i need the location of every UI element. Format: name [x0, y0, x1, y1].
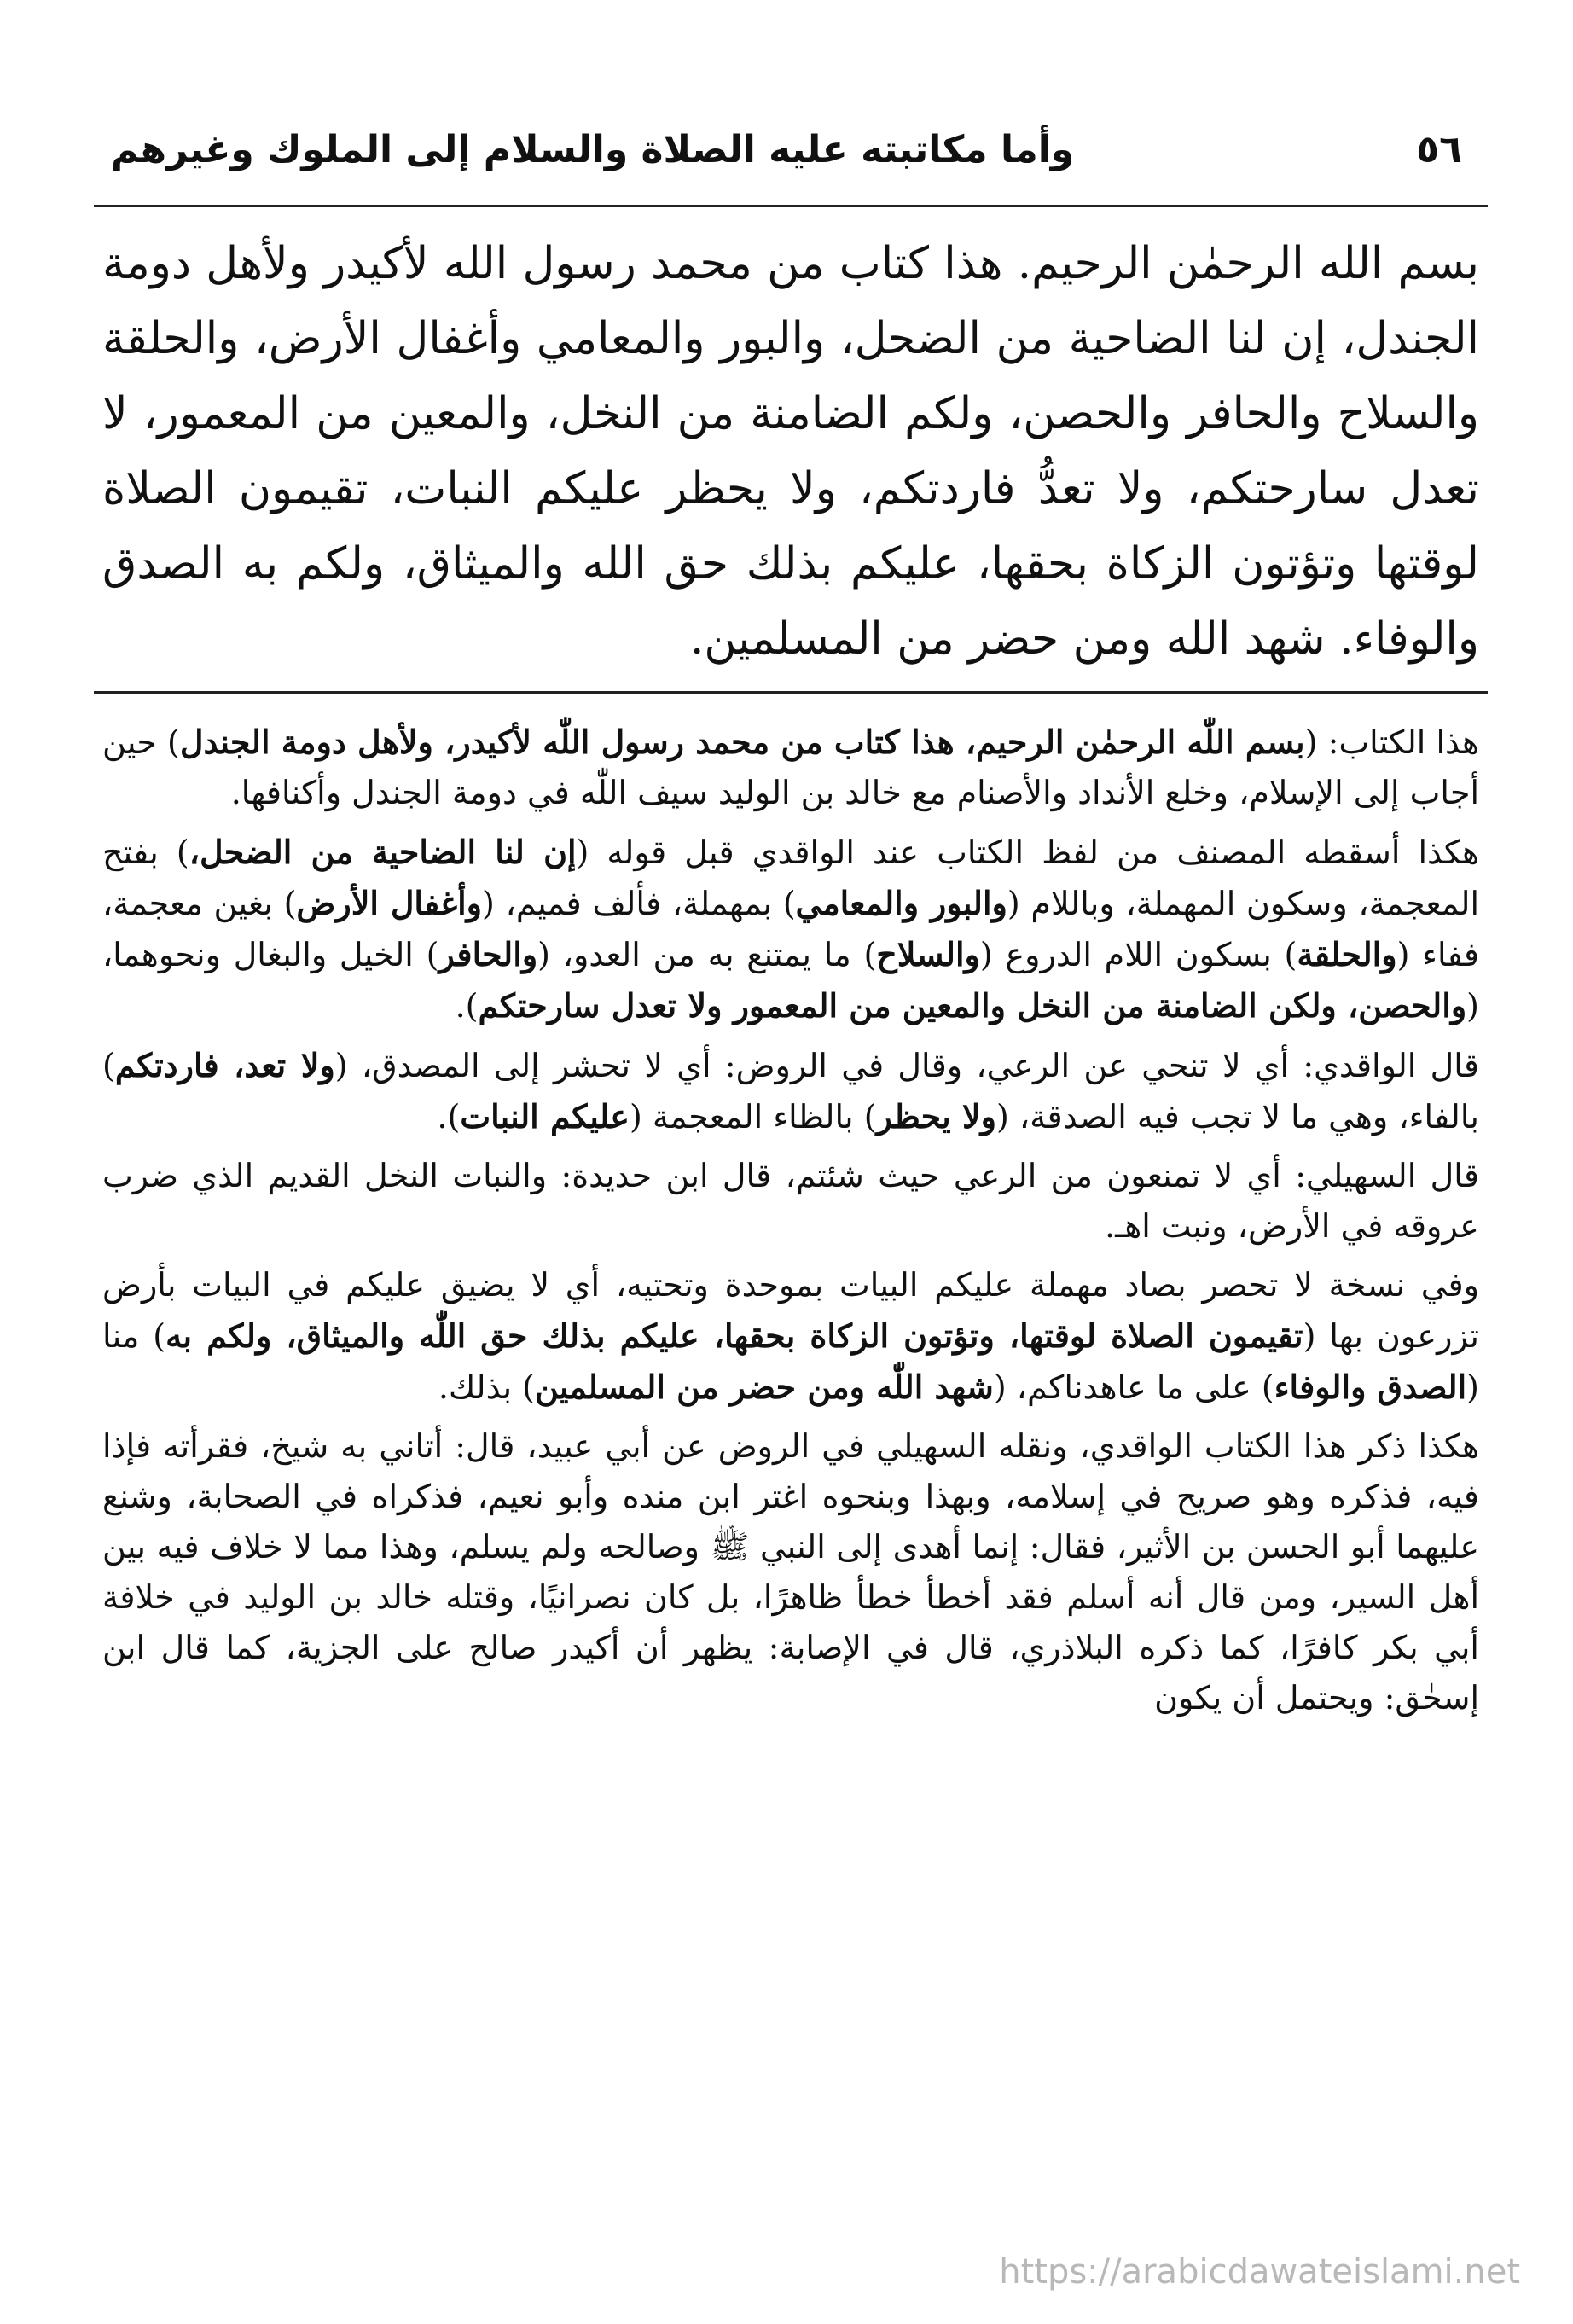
text-run: هكذا أسقطه المصنف من لفظ الكتاب عند الواقدي قبل قوله ( — [576, 834, 1480, 871]
quoted-text: شهد اللّٰه ومن حضر من المسلمين — [535, 1368, 994, 1406]
quoted-text: والحافر — [438, 935, 538, 973]
text-run: ) بسكون اللام الدروع ( — [979, 936, 1297, 973]
text-run: ). — [437, 1098, 461, 1136]
quoted-text: الصدق والوفاء — [1274, 1368, 1467, 1406]
commentary-paragraph-4: قال السهيلي: أي لا تمنعون من الرعي حيث شئتم، قال ابن حديدة: والنبات النخل القديم الذي ضرب عروقه في الأرض، ونبت اهـ. — [102, 1157, 1479, 1245]
text-run: ) حين أجاب إلى الإسلام، وخلع الأنداد والأصنام مع خالد بن الوليد سيف اللّٰه في دومة الجندل وأكنافها. — [102, 723, 1479, 811]
text-run: ) بالظاء المعجمة ( — [629, 1098, 877, 1136]
commentary-paragraph-5 — [102, 1260, 1479, 1413]
text-run: ) الخيل والبغال ونحوهما، ( — [102, 936, 1479, 1025]
quoted-text: ولا يحظر — [876, 1097, 997, 1136]
quoted-text: عليكم النبات — [460, 1097, 630, 1136]
watermark-url: https://arabicdawateislami.net — [999, 2252, 1520, 2292]
text-run: ) منا ( — [102, 1317, 1479, 1406]
letter-text: بسم الله الرحمٰن الرحيم. هذا كتاب من محمد رسول الله لأكيدر ولأهل دومة الجندل، إن لنا الضاحية من الضحل، والبور والمعامي وأغفال الأرض، والحلقة والسلاح والحافر والحصن، ولكم الضامنة من النخل، والمعين من المعمور، لا تعدل سارحتكم، ولا تعدُّ فاردتكم، ولا يحظر عليكم النبات، تقيمون الصلاة لوقتها وتؤتون الزكاة بحقها، عليكم بذلك حق الله والميثاق، ولكم به الصدق والوفاء. شهد الله ومن حضر من المسلمين. — [102, 238, 1479, 665]
document-page — [94, 68, 1488, 2286]
text-run: ) بالفاء، وهي ما لا تجب فيه الصدقة، ( — [102, 1047, 1479, 1136]
header-rule — [94, 205, 1488, 207]
page-header — [94, 102, 1488, 196]
quoted-text: وأغفال الأرض — [296, 884, 483, 922]
commentary-paragraph-6: هكذا ذكر هذا الكتاب الواقدي، ونقله السهيلي في الروض عن أبي عبيد، قال: أتاني به شيخ، فقرأته فإذا فيه، فذكره وهو صريح في إسلامه، وبهذا وبنحوه اغتر ابن منده وأبو نعيم، فذكراه في الصحابة، وشنع عليهما أبو الحسن بن الأثير، فقال: إنما أهدى إلى النبي ﷺ وصالحه ولم يسلم، وهذا مما لا خلاف فيه بين أهل السير، ومن قال أنه أسلم فقد أخطأ خطأ ظاهرًا، بل كان نصرانيًا، وقتله خالد بن الوليد في خلافة أبي بكر كافرًا، كما ذكره البلاذري، قال في الإصابة: يظهر أن أكيدر صالح على الجزية، كما قال ابن إسحٰق: ويحتمل أن يكون — [102, 1427, 1480, 1717]
commentary-paragraph-1 — [102, 717, 1479, 818]
text-run: قال الواقدي: أي لا تنحي عن الرعي، وقال في الروض: أي لا تحشر إلى المصدق، ( — [334, 1047, 1479, 1084]
section-divider — [94, 691, 1488, 694]
quoted-text: تقيمون الصلاة لوقتها، وتؤتون الزكاة بحقها، عليكم بذلك حق اللّٰه والميثاق، ولكم به — [165, 1316, 1303, 1355]
quoted-text: والبور والمعامي — [795, 884, 1007, 922]
text-run: ) ما يمتنع به من العدو، ( — [537, 936, 877, 973]
text-run: ) بغين معجمة، ففاء ( — [102, 885, 1479, 973]
text-run: وفي نسخة لا تحصر بصاد مهملة عليكم البيات بموحدة وتحتيه، أي لا يضيق عليكم في البيات بأرض تزرعون بها ( — [102, 1266, 1479, 1355]
text-run: ) على ما عاهدناكم، ( — [993, 1368, 1274, 1406]
quoted-text: ولا تعد، فاردتكم — [114, 1046, 335, 1084]
quoted-text: والحلقة — [1297, 935, 1397, 973]
quoted-text: والسلاح — [876, 935, 980, 973]
commentary-paragraph-3 — [102, 1040, 1479, 1142]
text-run: هذا الكتاب: ( — [1304, 723, 1479, 761]
commentary-paragraph-2 — [102, 827, 1479, 1031]
running-title: وأما مكاتبته عليه الصلاة والسلام إلى الملوك وغيرهم — [111, 127, 1075, 171]
text-run: ) بفتح المعجمة، وسكون المهملة، وباللام ( — [102, 834, 1479, 922]
text-run: ) بذلك. — [438, 1368, 535, 1406]
quoted-text: والحصن، ولكن الضامنة من النخل والمعين من المعمور ولا تعدل سارحتكم — [478, 986, 1467, 1025]
page-number: ٥٦ — [1416, 127, 1462, 171]
text-run: ) بمهملة، فألف فميم، ( — [482, 885, 796, 922]
quoted-text: بسم اللّٰه الرحمٰن الرحيم، هذا كتاب من محمد رسول اللّٰه لأكيدر، ولأهل دومة الجندل — [179, 723, 1305, 761]
quoted-text: إن لنا الضاحية من الضحل، — [189, 833, 577, 871]
text-run: ). — [455, 987, 479, 1025]
commentary — [102, 717, 1479, 2304]
